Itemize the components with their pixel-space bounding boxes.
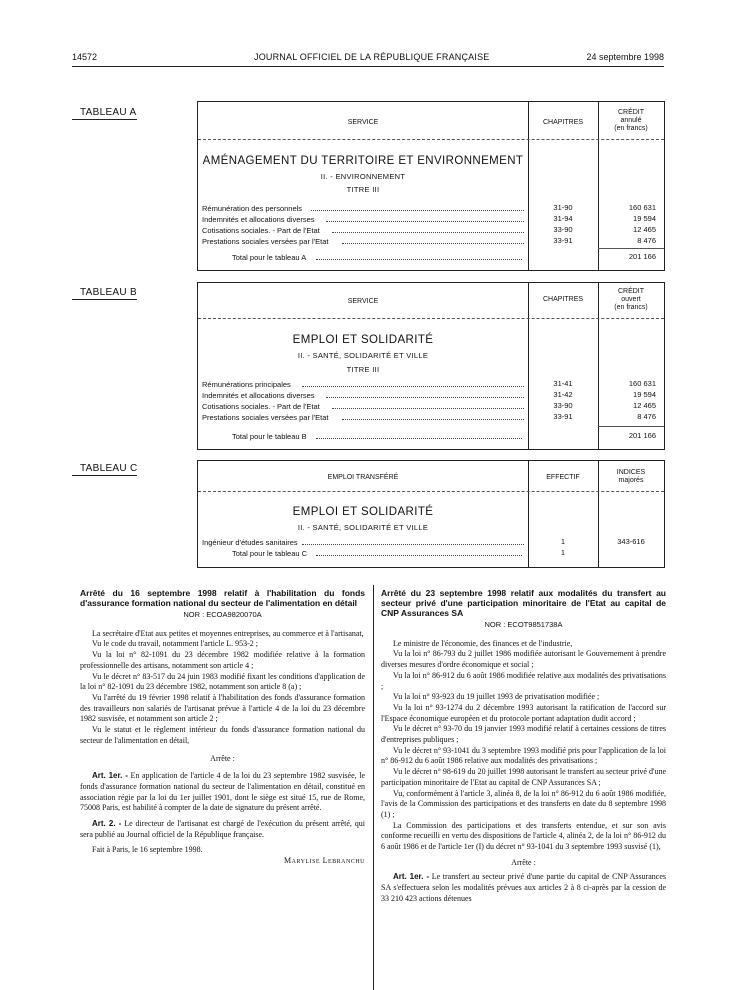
chapitre-cell: 31-94 (553, 214, 573, 223)
paragraph: La Commission des participations et des transferts entendue, et sur son avis conforme recueilli en vertu des dispositions de l'article 4, alinéa 2, de la loi n° 86-912 du 6 août 1986 et de l'article 1er (I) du décret n° 93-1041 du 3 septembre 1993 susvisé (1), (381, 820, 666, 852)
total-row: Total pour le tableau A (232, 252, 522, 263)
paragraph: Vu la loi n° 86-912 du 6 août 1986 modifiée relative aux modalités des privatisations ; (381, 670, 666, 691)
amount-cell: 19 594 (633, 214, 656, 223)
table-section: II. - SANTÉ, SOLIDARITÉ ET VILLE (297, 523, 429, 532)
article-heading: Arrêté du 23 septembre 1998 relatif aux modalités du transfert au secteur privé d'une participation minoritaire de l'Etat au capital de CNP Assurances SA (381, 588, 666, 618)
paragraph: Vu la loi n° 82-1091 du 23 décembre 1982 modifiée relative à la formation professionnelle des artisans, notamment son article 4 ; (80, 650, 365, 670)
paragraph: Vu le décret n° 83-517 du 24 juin 1983 modifié fixant les conditions d'application de la loi n° 82-1091 du 23 décembre 1982, notamment son article 8 (a) ; (80, 671, 365, 692)
article-1: Art. 1er. - En application de l'article 4 de la loi du 23 septembre 1982 susvisée, le fonds d'assurance formation national du secteur de l'alimentation en détail, constitué en association régie par la loi du 1er juillet 1901, dont le siège est situé 15, rue de Rome, 75008 Paris, est habilité à compter de la date de signature du présent arrêté. (80, 771, 366, 813)
table-title: EMPLOI ET SOLIDARITÉ (292, 506, 434, 518)
table-row: Prestations sociales versées par l'Etat (202, 236, 524, 247)
paragraph: Le ministre de l'économie, des finances et de l'industrie, (393, 638, 573, 648)
col-effectif: EFFECTIF (546, 474, 580, 481)
chapitre-cell: 33-91 (553, 236, 573, 245)
amount-cell: 8 476 (637, 236, 656, 245)
paragraph: Vu le code du travail, notamment l'article L. 953-2 ; (92, 639, 259, 649)
total-amount: 201 166 (628, 431, 656, 440)
amount-cell: 160 631 (628, 379, 656, 388)
amount-cell: 12 465 (633, 401, 656, 410)
tableau-b (197, 282, 665, 450)
tableau-b-label: TABLEAU B (80, 287, 137, 298)
chapitre-cell: 33-91 (553, 412, 573, 421)
tableau-c-label: TABLEAU C (80, 463, 138, 474)
amount-cell: 8 476 (637, 412, 656, 421)
col-emploi: EMPLOI TRANSFÉRÉ (327, 474, 399, 481)
table-row: Rémunérations principales (202, 379, 524, 390)
table-row: Cotisations sociales. - Part de l'Etat (202, 225, 524, 236)
header-rule (72, 66, 664, 67)
right-article (381, 588, 666, 905)
left-article (80, 588, 365, 867)
amount-cell: 12 465 (633, 225, 656, 234)
table-section: II. - ENVIRONNEMENT (320, 172, 406, 181)
indices-cell: 343-616 (617, 537, 645, 546)
col-chapitres: CHAPITRES (542, 296, 584, 303)
col-credit: CRÉDIT annulé (en francs) (614, 109, 648, 132)
chapitre-cell: 31-41 (553, 379, 573, 388)
chapitre-cell: 31-90 (553, 203, 573, 212)
table-title: AMÉNAGEMENT DU TERRITOIRE ET ENVIRONNEMENT (202, 155, 524, 167)
paragraph: Vu la loi n° 93-923 du 19 juillet 1993 de privatisation modifiée ; (393, 692, 600, 702)
nor-reference: NOR : ECOT9851738A (484, 620, 563, 629)
total-effectif: 1 (560, 548, 566, 557)
table-titre: TITRE III (346, 185, 380, 194)
table-row: Indemnités et allocations diverses (202, 214, 524, 225)
table-titre: TITRE III (346, 365, 380, 374)
arrete-label: Arrête : (511, 857, 536, 867)
paragraph: Vu le statut et le règlement intérieur du fonds d'assurance formation national du secteur de l'alimentation en détail, (80, 725, 365, 745)
chapitre-cell: 33-90 (553, 225, 573, 234)
chapitre-cell: 31-42 (553, 390, 573, 399)
paragraph: Vu, conformément à l'article 3, alinéa 8, de la loi n° 86-912 du 6 août 1986 modifiée, l'avis de la Commission des participations et des transferts en date du 8 septembre 1998 (1) ; (381, 788, 666, 819)
effectif-cell: 1 (560, 537, 566, 546)
tableau-a (197, 101, 665, 271)
journal-title: JOURNAL OFFICIEL DE LA RÉPUBLIQUE FRANÇAISE (254, 52, 490, 62)
page-header (72, 52, 664, 66)
paragraph: La secrétaire d'Etat aux petites et moyennes entreprises, au commerce et à l'artisanat, (92, 628, 364, 638)
table-row: Rémunération des personnels (202, 203, 524, 214)
col-service: SERVICE (347, 119, 379, 126)
paragraph: Vu la loi n° 93-1274 du 2 décembre 1993 autorisant la ratification de l'accord sur l'Espace économique européen et du protocole portant adaptation dudit accord ; (381, 702, 666, 723)
nor-reference: NOR : ECOA9820070A (183, 610, 262, 619)
fait-a-paris: Fait à Paris, le 16 septembre 1998. (92, 845, 203, 855)
total-row: Total pour le tableau C (232, 548, 522, 559)
col-service: SERVICE (347, 298, 379, 305)
column-divider (373, 585, 374, 990)
signature: Marylise Lebranchu (283, 856, 365, 866)
article-heading: Arrêté du 16 septembre 1998 relatif à l'habilitation du fonds d'assurance formation national du secteur de l'alimentation en détail (80, 588, 365, 608)
article-2: Art. 2. - Le directeur de l'artisanat est chargé de l'exécution du présent arrêté, qui sera publié au Journal officiel de la République française. (80, 818, 366, 839)
total-row: Total pour le tableau B (232, 431, 522, 442)
col-credit: CRÉDIT ouvert (en francs) (614, 288, 648, 311)
table-row: Cotisations sociales. - Part de l'Etat (202, 401, 524, 412)
arrete-label: Arrête : (210, 754, 235, 764)
page-number: 14572 (72, 52, 98, 62)
paragraph: Vu le décret n° 93-70 du 19 janvier 1993 modifié relatif à certaines cessions de titres d'entreprises publiques ; (381, 724, 666, 745)
table-row: Indemnités et allocations diverses (202, 390, 524, 401)
paragraph: Vu l'arrêté du 19 février 1998 relatif à l'habilitation des fonds d'assurance formation des travailleurs non salariés de l'artisanat prévue à l'article 4 de la loi du 23 décembre 1982 susvisée, et notamment son article 2 ; (80, 692, 365, 724)
col-chapitres: CHAPITRES (542, 119, 584, 126)
paragraph: Vu la loi n° 86-793 du 2 juillet 1986 modifiée autorisant le Gouvernement à prendre diverses mesures d'ordre économique et social ; (381, 649, 666, 670)
tableau-c (197, 460, 665, 568)
tableau-a-label: TABLEAU A (80, 107, 136, 118)
chapitre-cell: 33-90 (553, 401, 573, 410)
paragraph: Vu le décret n° 98-619 du 20 juillet 1998 autorisant le transfert au secteur privé d'une participation minoritaire de l'Etat au capital de CNP Assurances SA ; (381, 767, 666, 787)
issue-date: 24 septembre 1998 (586, 52, 664, 62)
table-section: II. - SANTÉ, SOLIDARITÉ ET VILLE (297, 351, 429, 360)
article-1: Art. 1er. - Le transfert au secteur privé d'une partie du capital de CNP Assurances SA s'effectuera selon les modalités prévues aux articles 2 à 8 ci-après par la cession de 33 210 423 actions détenues (381, 872, 667, 903)
amount-cell: 19 594 (633, 390, 656, 399)
paragraph: Vu le décret n° 93-1041 du 3 septembre 1993 modifié pris pour l'application de la loi n° 86-912 du 6 août 1986 relative aux modalités des privatisations ; (381, 745, 666, 766)
table-title: EMPLOI ET SOLIDARITÉ (292, 334, 434, 346)
table-row: Prestations sociales versées par l'Etat (202, 412, 524, 423)
table-row: Ingénieur d'études sanitaires (202, 537, 524, 548)
total-amount: 201 166 (628, 252, 656, 261)
col-indices: INDICES majorés (616, 469, 646, 484)
amount-cell: 160 631 (628, 203, 656, 212)
